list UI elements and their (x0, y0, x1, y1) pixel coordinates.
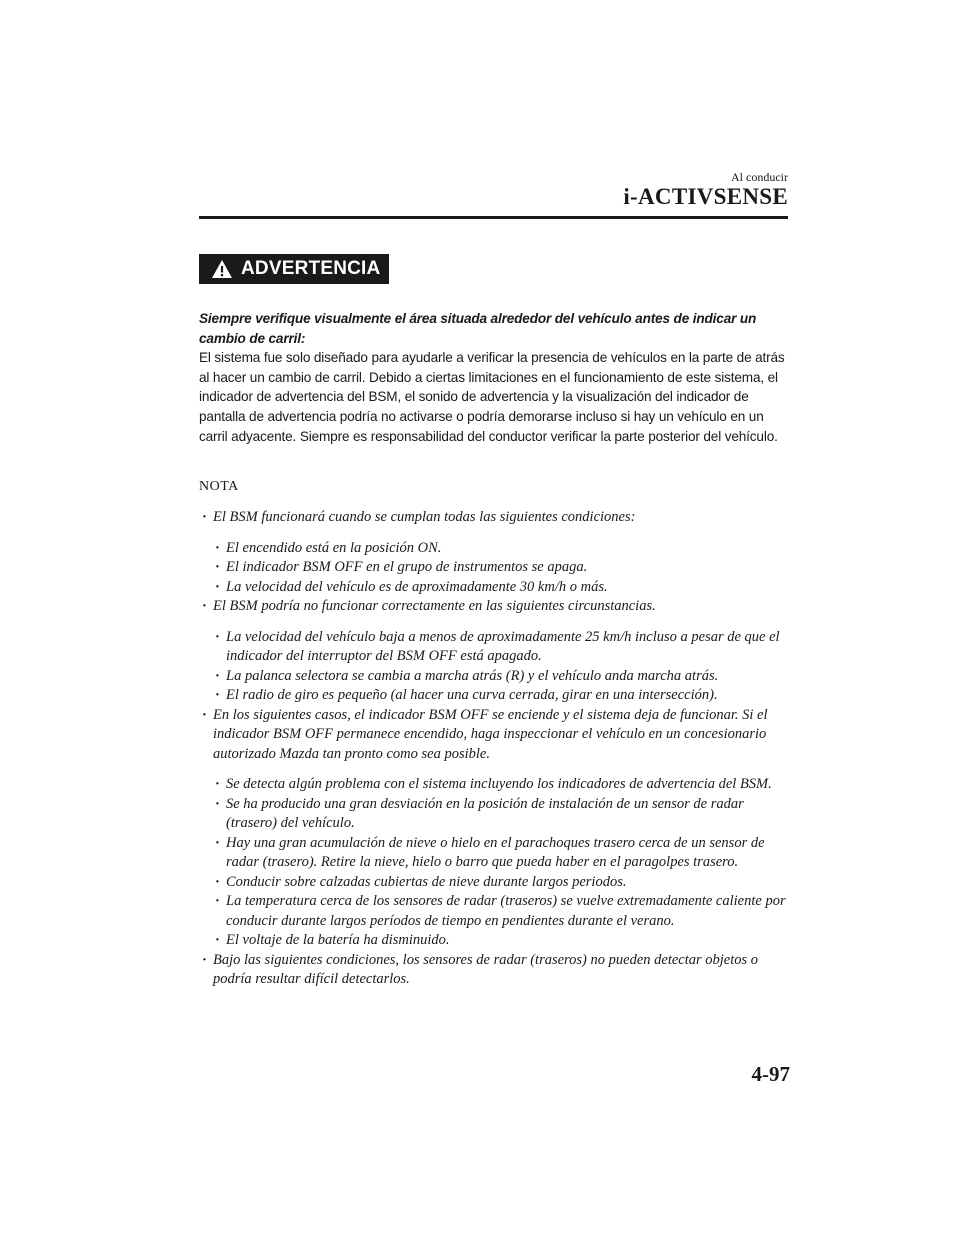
warning-label: ADVERTENCIA (241, 258, 381, 279)
note-subitem: · El encendido está en la posición ON. (199, 539, 791, 559)
note-subitem: · El radio de giro es pequeño (al hacer una curva cerrada, girar en una intersección). (199, 686, 791, 706)
note-subitem: · Se ha producido una gran desviación en la posición de instalación de un sensor de radar (trasero) del vehículo. (199, 795, 791, 834)
note-sublist (199, 539, 791, 598)
warning-triangle-icon (211, 259, 233, 279)
note-subitem: · Hay una gran acumulación de nieve o hielo en el parachoques trasero cerca de un sensor de radar (trasero). Retire la nieve, hielo o barro que pueda haber en el paragolpes trasero. (199, 834, 791, 873)
note-item: · El BSM podría no funcionar correctamente en las siguientes circunstancias. (199, 597, 791, 617)
note-subitem: · El indicador BSM OFF en el grupo de instrumentos se apaga. (199, 558, 791, 578)
warning-text-block (199, 309, 789, 446)
note-subitem: · Se detecta algún problema con el sistema incluyendo los indicadores de advertencia del BSM. (199, 775, 791, 795)
header-divider (199, 216, 788, 219)
note-item: · El BSM funcionará cuando se cumplan todas las siguientes condiciones: (199, 508, 791, 528)
note-sublist (199, 775, 791, 951)
note-item: · Bajo las siguientes condiciones, los sensores de radar (traseros) no pueden detectar objetos o podría resultar difícil detectarlos. (199, 951, 791, 990)
note-subitem: · Conducir sobre calzadas cubiertas de nieve durante largos periodos. (199, 873, 791, 893)
section-name: Al conducir (731, 170, 788, 184)
note-subitem: · La temperatura cerca de los sensores de radar (traseros) se vuelve extremadamente caliente por conducir durante largos períodos de tiempo en pendientes durante el verano. (199, 892, 791, 931)
note-label: NOTA (199, 479, 239, 494)
page-number: 4-97 (751, 1062, 790, 1086)
note-subitem: · El voltaje de la batería ha disminuido. (199, 931, 791, 951)
note-subitem: · La velocidad del vehículo es de aproximadamente 30 km/h o más. (199, 578, 791, 598)
note-subitem: · La velocidad del vehículo baja a menos de aproximadamente 25 km/h incluso a pesar de que el indicador del interruptor del BSM OFF está apagado. (199, 628, 791, 667)
note-item: · En los siguientes casos, el indicador BSM OFF se enciende y el sistema deja de funcionar. Si el indicador BSM OFF permanece encendido, haga inspeccionar el vehículo en un concesionario autorizado Mazda tan pronto como sea posible. (199, 706, 791, 765)
note-subitem: · La palanca selectora se cambia a marcha atrás (R) y el vehículo anda marcha atrás. (199, 667, 791, 687)
chapter-title: i-ACTIVSENSE (623, 184, 788, 209)
note-sublist (199, 628, 791, 706)
warning-banner (199, 254, 389, 284)
warning-heading: Siempre verifique visualmente el área situada alrededor del vehículo antes de indicar un cambio de carril: (199, 311, 757, 346)
note-list (199, 508, 791, 990)
warning-body: El sistema fue solo diseñado para ayudarle a verificar la presencia de vehículos en la parte de atrás al hacer un cambio de carril. Debido a ciertas limitaciones en el funcionamiento de este sistema, el indicador de advertencia del BSM, el sonido de advertencia y la visualización del indicador de pantalla de advertencia podría no activarse o podría demorarse incluso si hay un vehículo en un carril adyacente. Siempre es responsabilidad del conductor verificar la parte posterior del vehículo. (199, 350, 785, 444)
